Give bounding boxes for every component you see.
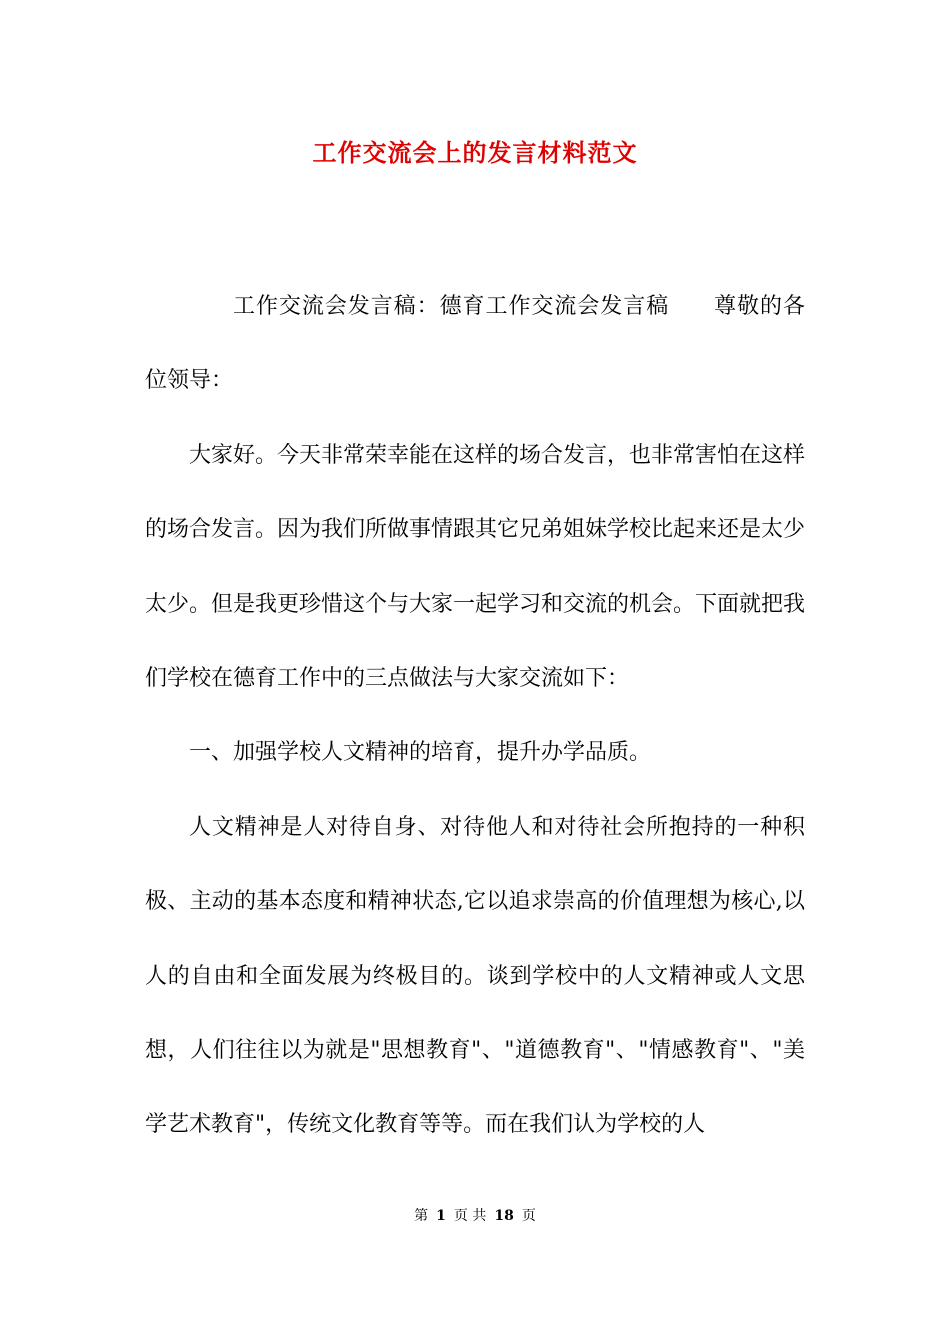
paragraph-greeting: 大家好。今天非常荣幸能在这样的场合发言，也非常害怕在这样的场合发言。因为我们所做事情跟其它兄弟姐妹学校比起来还是太少太少。但是我更珍惜这个与大家一起学习和交流的机会。下面就把我们学校在德育工作中的三点做法与大家交流如下： bbox=[145, 442, 806, 692]
footer-total-pages: 18 bbox=[494, 1208, 514, 1224]
document-body bbox=[145, 270, 805, 1163]
section-heading-1: 一、加强学校人文精神的培育，提升办学品质。 bbox=[189, 740, 652, 766]
footer-prefix: 第 bbox=[414, 1208, 429, 1224]
salutation: 尊敬的各位领导： bbox=[145, 294, 805, 394]
document-title: 工作交流会上的发言材料范文 bbox=[312, 138, 638, 167]
page-footer bbox=[0, 1206, 950, 1226]
intro-paragraph bbox=[145, 270, 805, 419]
paragraph-humanities: 人文精神是人对待自身、对待他人和对待社会所抱持的一种积极、主动的基本态度和精神状态,它以追求崇高的价值理想为核心,以人的自由和全面发展为终极目的。谈到学校中的人文精神或人文思想，人们往往以为就是"思想教育"、"道德教育"、"情感教育"、"美学艺术教育"，传统文化教育等等。而在我们认为学校的人 bbox=[145, 814, 805, 1138]
footer-middle: 页 共 bbox=[453, 1208, 487, 1224]
footer-current-page: 1 bbox=[436, 1208, 446, 1224]
intro-heading: 工作交流会发言稿：德育工作交流会发言稿 bbox=[233, 294, 670, 319]
footer-suffix: 页 bbox=[521, 1208, 536, 1224]
